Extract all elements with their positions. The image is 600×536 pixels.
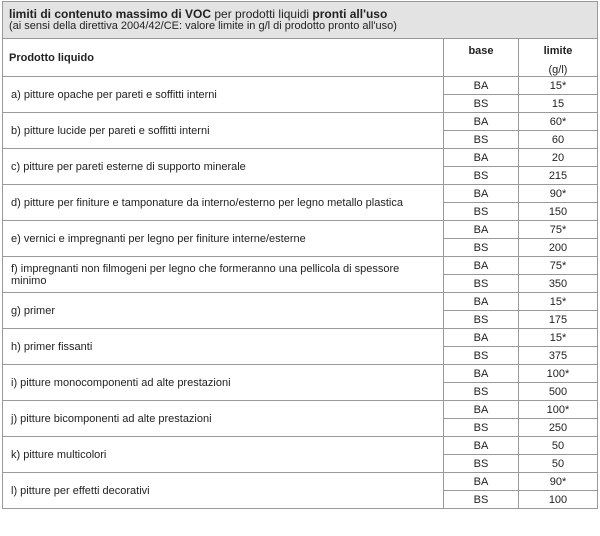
base-code: BS: [444, 203, 519, 221]
product-name: e) vernici e impregnanti per legno per finiture interne/esterne: [3, 221, 444, 257]
base-code: BS: [444, 491, 519, 509]
limit-value: 215: [519, 167, 598, 185]
column-header-row: [3, 39, 598, 77]
base-code: BS: [444, 131, 519, 149]
base-code: BA: [444, 149, 519, 167]
table-row: [3, 437, 598, 455]
base-code: BA: [444, 473, 519, 491]
base-code: BS: [444, 275, 519, 293]
limit-value: 500: [519, 383, 598, 401]
table-row: [3, 401, 598, 419]
base-code: BS: [444, 95, 519, 113]
limit-value: 150: [519, 203, 598, 221]
table-row: [3, 257, 598, 275]
limit-value: 60: [519, 131, 598, 149]
limit-value: 50: [519, 455, 598, 473]
limit-value: 100*: [519, 401, 598, 419]
limit-value: 100: [519, 491, 598, 509]
base-code: BA: [444, 185, 519, 203]
product-name: b) pitture lucide per pareti e soffitti interni: [3, 113, 444, 149]
limit-value: 50: [519, 437, 598, 455]
limit-value: 375: [519, 347, 598, 365]
product-name: i) pitture monocomponenti ad alte prestazioni: [3, 365, 444, 401]
limit-value: 15*: [519, 77, 598, 95]
title-bold-voc: limiti di contenuto massimo di VOC: [9, 7, 212, 21]
limit-value: 60*: [519, 113, 598, 131]
limit-value: 90*: [519, 473, 598, 491]
limit-value: 90*: [519, 185, 598, 203]
limit-value: 250: [519, 419, 598, 437]
product-name: g) primer: [3, 293, 444, 329]
limit-value: 20: [519, 149, 598, 167]
limit-value: 15: [519, 95, 598, 113]
column-header-limit-label: limite: [543, 45, 573, 57]
base-code: BA: [444, 365, 519, 383]
base-code: BS: [444, 455, 519, 473]
table-row: [3, 365, 598, 383]
limit-value: 15*: [519, 293, 598, 311]
title-middle: per prodotti liquidi: [211, 7, 313, 21]
table-row: [3, 149, 598, 167]
column-header-base: base: [444, 39, 519, 77]
product-name: l) pitture per effetti decorativi: [3, 473, 444, 509]
limit-value: 175: [519, 311, 598, 329]
table-title-row: [3, 2, 598, 39]
column-header-unit: (g/l): [548, 64, 568, 76]
table-row: [3, 221, 598, 239]
limit-value: 200: [519, 239, 598, 257]
table-row: [3, 113, 598, 131]
base-code: BS: [444, 311, 519, 329]
product-name: f) impregnanti non filmogeni per legno che formeranno una pellicola di spessore minimo: [3, 257, 444, 293]
base-code: BS: [444, 383, 519, 401]
product-name: a) pitture opache per pareti e soffitti interni: [3, 77, 444, 113]
base-code: BA: [444, 221, 519, 239]
table-title-cell: [3, 2, 598, 39]
base-code: BS: [444, 167, 519, 185]
base-code: BA: [444, 77, 519, 95]
table-subtitle: (ai sensi della direttiva 2004/42/CE: valore limite in g/l di prodotto pronto all'uso): [9, 20, 397, 32]
limit-value: 15*: [519, 329, 598, 347]
limit-value: 75*: [519, 257, 598, 275]
base-code: BS: [444, 239, 519, 257]
limit-value: 75*: [519, 221, 598, 239]
table-row: [3, 293, 598, 311]
base-code: BA: [444, 329, 519, 347]
limit-value: 100*: [519, 365, 598, 383]
column-header-product: Prodotto liquido: [3, 39, 444, 77]
product-name: d) pitture per finiture e tamponature da interno/esterno per legno metallo plastica: [3, 185, 444, 221]
base-code: BS: [444, 419, 519, 437]
table-row: [3, 329, 598, 347]
column-header-limit: [519, 39, 598, 77]
base-code: BS: [444, 347, 519, 365]
voc-limits-table: [2, 1, 598, 509]
base-code: BA: [444, 437, 519, 455]
product-name: j) pitture bicomponenti ad alte prestazioni: [3, 401, 444, 437]
table-title: [9, 8, 591, 20]
base-code: BA: [444, 293, 519, 311]
product-name: k) pitture multicolori: [3, 437, 444, 473]
table-row: [3, 77, 598, 95]
base-code: BA: [444, 257, 519, 275]
product-name: c) pitture per pareti esterne di supporto minerale: [3, 149, 444, 185]
limit-value: 350: [519, 275, 598, 293]
table-row: [3, 185, 598, 203]
table-row: [3, 473, 598, 491]
base-code: BA: [444, 401, 519, 419]
product-name: h) primer fissanti: [3, 329, 444, 365]
base-code: BA: [444, 113, 519, 131]
title-bold-ready: pronti all'uso: [312, 7, 388, 21]
